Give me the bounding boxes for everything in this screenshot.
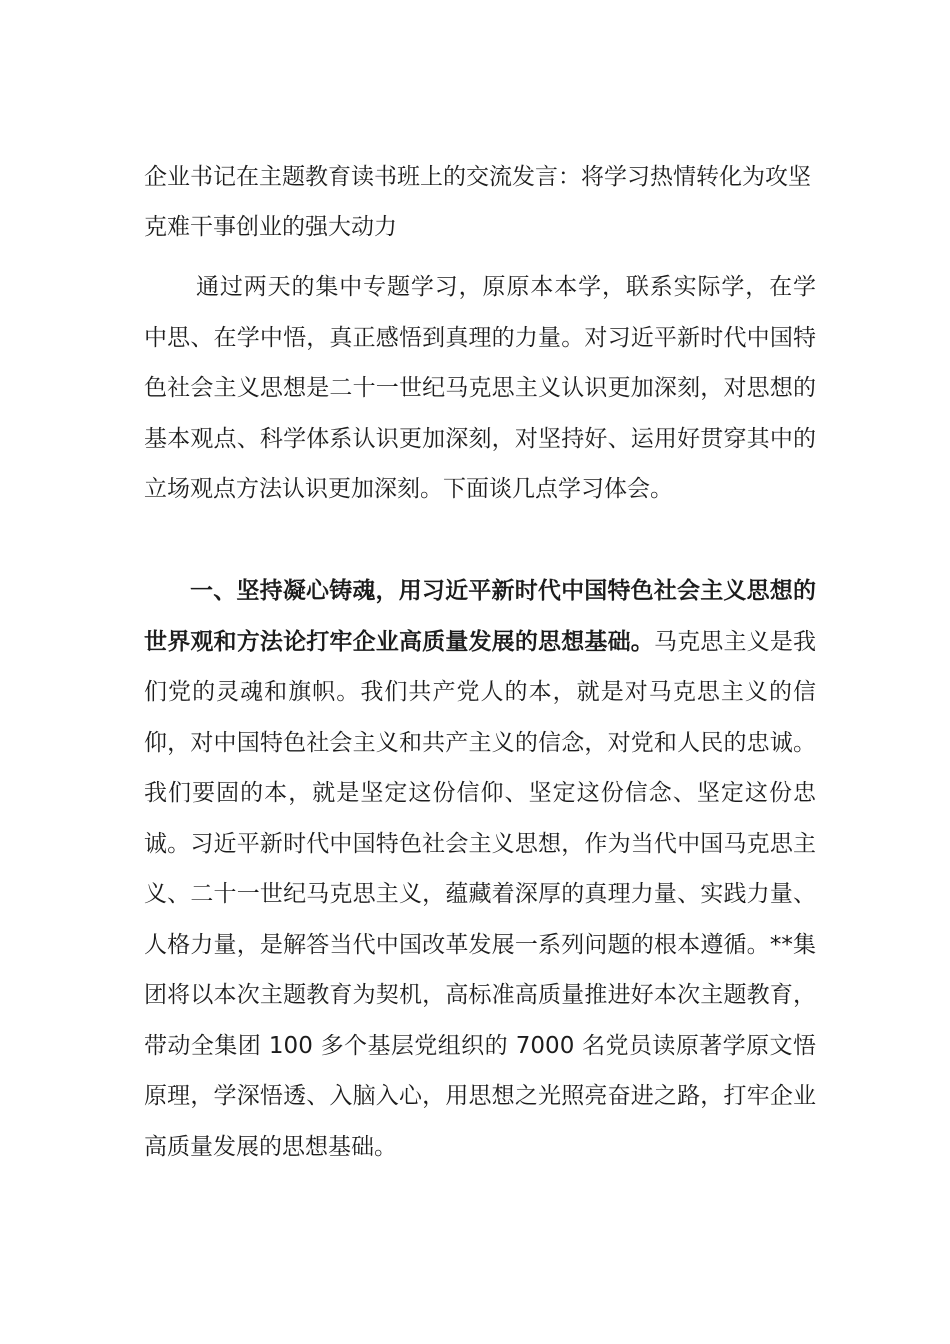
section-1-heading: 一、坚持凝心铸魂，用习近平新时代中国特色社会主义思想的世界观和方法论打牢企业高质量发展的思想基础。 — [144, 578, 816, 655]
section-1-body: 马克思主义是我们党的灵魂和旗帜。我们共产党人的本，就是对马克思主义的信仰，对中国特色社会主义和共产主义的信念，对党和人民的忠诚。我们要固的本，就是坚定这份信仰、坚定这份信念、坚定这份忠诚。习近平新时代中国特色社会主义思想，作为当代中国马克思主义、二十一世纪马克思主义，蕴藏着深厚的真理力量、实践力量、人格力量，是解答当代中国改革发展一系列问题的根本遵循。**集团将以本次主题教育为契机，高标准高质量推进好本次主题教育，带动全集团 100 多个基层党组织的 7000 名党员读原著学原文悟原理，学深悟透、入脑入心，用思想之光照亮奋进之路，打牢企业高质量发展的思想基础。 — [144, 628, 817, 1160]
paragraph-intro: 通过两天的集中专题学习，原原本本学，联系实际学，在学中思、在学中悟，真正感悟到真理的力量。对习近平新时代中国特色社会主义思想是二十一世纪马克思主义认识更加深刻，对思想的基本观点、科学体系认识更加深刻，对坚持好、运用好贯穿其中的立场观点方法认识更加深刻。下面谈几点学习体会。 — [144, 274, 816, 502]
document-title: 企业书记在主题教育读书班上的交流发言：将学习热情转化为攻坚克难干事创业的强大动力 — [144, 164, 811, 240]
paragraph-section-1 — [144, 566, 816, 1172]
